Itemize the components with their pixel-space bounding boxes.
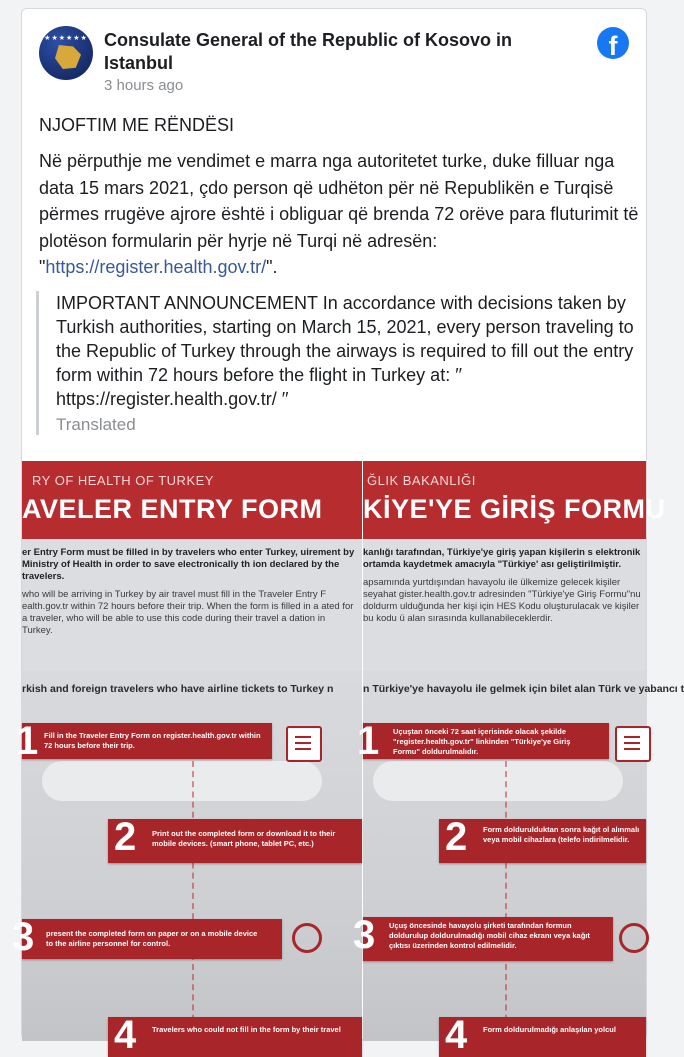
turkish-step-2 [439,815,646,863]
turkish-step-3-text: Uçuş öncesinde havayolu şirketi tarafından formun doldurulup doldurulmadığı mobil cihaz ekranı veya kağıt çıktısı üzerinden kontrol edilmelidir. [389,921,590,950]
step-number-3: 3 [12,915,35,959]
kosovo-map-icon [55,45,81,69]
post-headline: NJOFTIM ME RËNDËSI [39,115,235,135]
image-english-form[interactable] [12,461,362,1057]
checklist-icon-2 [615,726,651,762]
turkish-step-1-text: Uçuştan önceki 72 saat içerisinde olacak şekilde "register.health.gov.tr" linkinden "Türkiye'ye Giriş Formu" doldurulmalıdır. [393,727,571,756]
tr-step-number-2: 2 [445,815,468,859]
english-step-2-text: Print out the completed form or download it to their mobile devices. (smart phone, tablet PC, etc.) [152,829,336,848]
translated-label[interactable]: Translated [56,415,136,434]
stars-icon: ★★★★★★ [44,35,88,42]
tr-step-number-1: 1 [357,719,380,763]
english-step-1-text: Fill in the Traveler Entry Form on register.health.gov.tr within 72 hours before their trip. [44,731,261,750]
turkish-step-3 [353,913,613,961]
turkish-detail: apsamında yurtdışından havayolu ile ülkemize gelecek kişiler seyahat gister.health.gov.tr adresinden "Türkiye'ye Giriş Formu"nu doldurm ulduğunda her kişi için HES Kodu oluşturulacak ve kişiler bu kodu ü alan sırasında kullanabileceklerdir. [363,577,641,624]
english-info [22,547,357,637]
magnifier-icon-2 [619,923,649,953]
translation-block [36,291,660,435]
airplane-graphic-2 [373,761,623,801]
facebook-post-card [12,8,684,1057]
english-step-4-text: Travelers who could not fill in the form by their travel [152,1025,341,1034]
english-step-4 [108,1013,362,1057]
turkish-step-4 [439,1013,646,1057]
translation-text: IMPORTANT ANNOUNCEMENT In accordance with decisions taken by Turkish authorities, starting on March 15, 2021, every person traveling to the Republic of Turkey through the airways is required to fill out the entry form within 72 hours before the flight in Turkey at: ′′ https://register.health.gov.tr/ ′′ [56,293,634,409]
turkish-intro: kanlığı tarafından, Türkiye'ye giriş yapan kişilerin s elektronik ortamda kaydetmek amacıyla "Türkiye' ası geliştirilmiştir. [363,547,641,570]
english-title: AVELER ENTRY FORM [22,494,323,524]
page-avatar[interactable] [39,26,93,80]
step-number-4: 4 [114,1013,137,1057]
english-tagline: rkish and foreign travelers who have airline tickets to Turkey n [22,683,334,695]
english-detail: who will be arriving in Turkey by air travel must fill in the Traveler Entry F ealth.gov.tr within 72 hours before their trip. When the form is filled in a ated for a traveler, who will be able to use this code during their travel a dation in Turkey. [22,589,354,636]
turkish-title: KİYE'YE GİRİŞ FORMU [363,494,666,524]
airplane-graphic [42,761,322,801]
english-step-1 [16,719,272,763]
english-step-2 [108,815,362,863]
turkish-step-2-text: Form doldurulduktan sonra kağıt ol alınmalı veya mobil cihazlara (telefo indirilmelidir. [483,825,640,844]
page-name-link[interactable]: Consulate General of the Republic of Kosovo in Istanbul [104,30,513,73]
turkish-step-1 [357,719,609,763]
post-body [39,148,639,281]
turkish-header-band [363,461,666,539]
english-ministry: RY OF HEALTH OF TURKEY [32,473,214,488]
tr-step-number-3: 3 [353,913,376,957]
english-intro: er Entry Form must be filled in by travelers who enter Turkey, uirement by Ministry of Health in order to save electronically th ion declared by the travelers. [22,547,355,582]
step-number-1: 1 [16,719,39,763]
step-number-2: 2 [114,815,137,859]
turkish-ministry: ĞLIK BAKANLIĞI [367,473,476,488]
post-body-text: Në përputhje me vendimet e marra nga autoritetet turke, duke filluar nga data 15 mars 2021, çdo person që udhëton për në Republikën e Turqisë përmes rrugëve ajrore është i obliguar që brenda 72 orëve para fluturimit të plotëson formularin për hyrje në Turqi në adresën: " [39,151,639,277]
facebook-logo-icon[interactable]: f [597,27,629,59]
turkish-step-4-text: Form doldurulmadığı anlaşılan yolcul [483,1025,616,1034]
checklist-icon [286,726,322,762]
tr-step-number-4: 4 [445,1013,468,1057]
post-body-end: ". [266,257,278,277]
image-turkish-form[interactable] [353,461,684,1057]
turkish-tagline: n Türkiye'ye havayolu ile gelmek için bilet alan Türk ve yabancı t [363,683,684,695]
timeline-dashes [192,761,194,1041]
magnifier-icon [292,923,322,953]
english-step-3 [12,915,282,959]
english-step-3-text: present the completed form on paper or on a mobile device to the airline personnel for control. [46,929,258,948]
register-link[interactable]: https://register.health.gov.tr/ [45,257,267,277]
turkish-info [363,547,643,625]
post-image-gallery[interactable] [12,461,684,1057]
english-header-band [22,461,362,539]
post-timestamp[interactable]: 3 hours ago [104,77,184,94]
timeline-dashes-2 [505,761,507,1041]
